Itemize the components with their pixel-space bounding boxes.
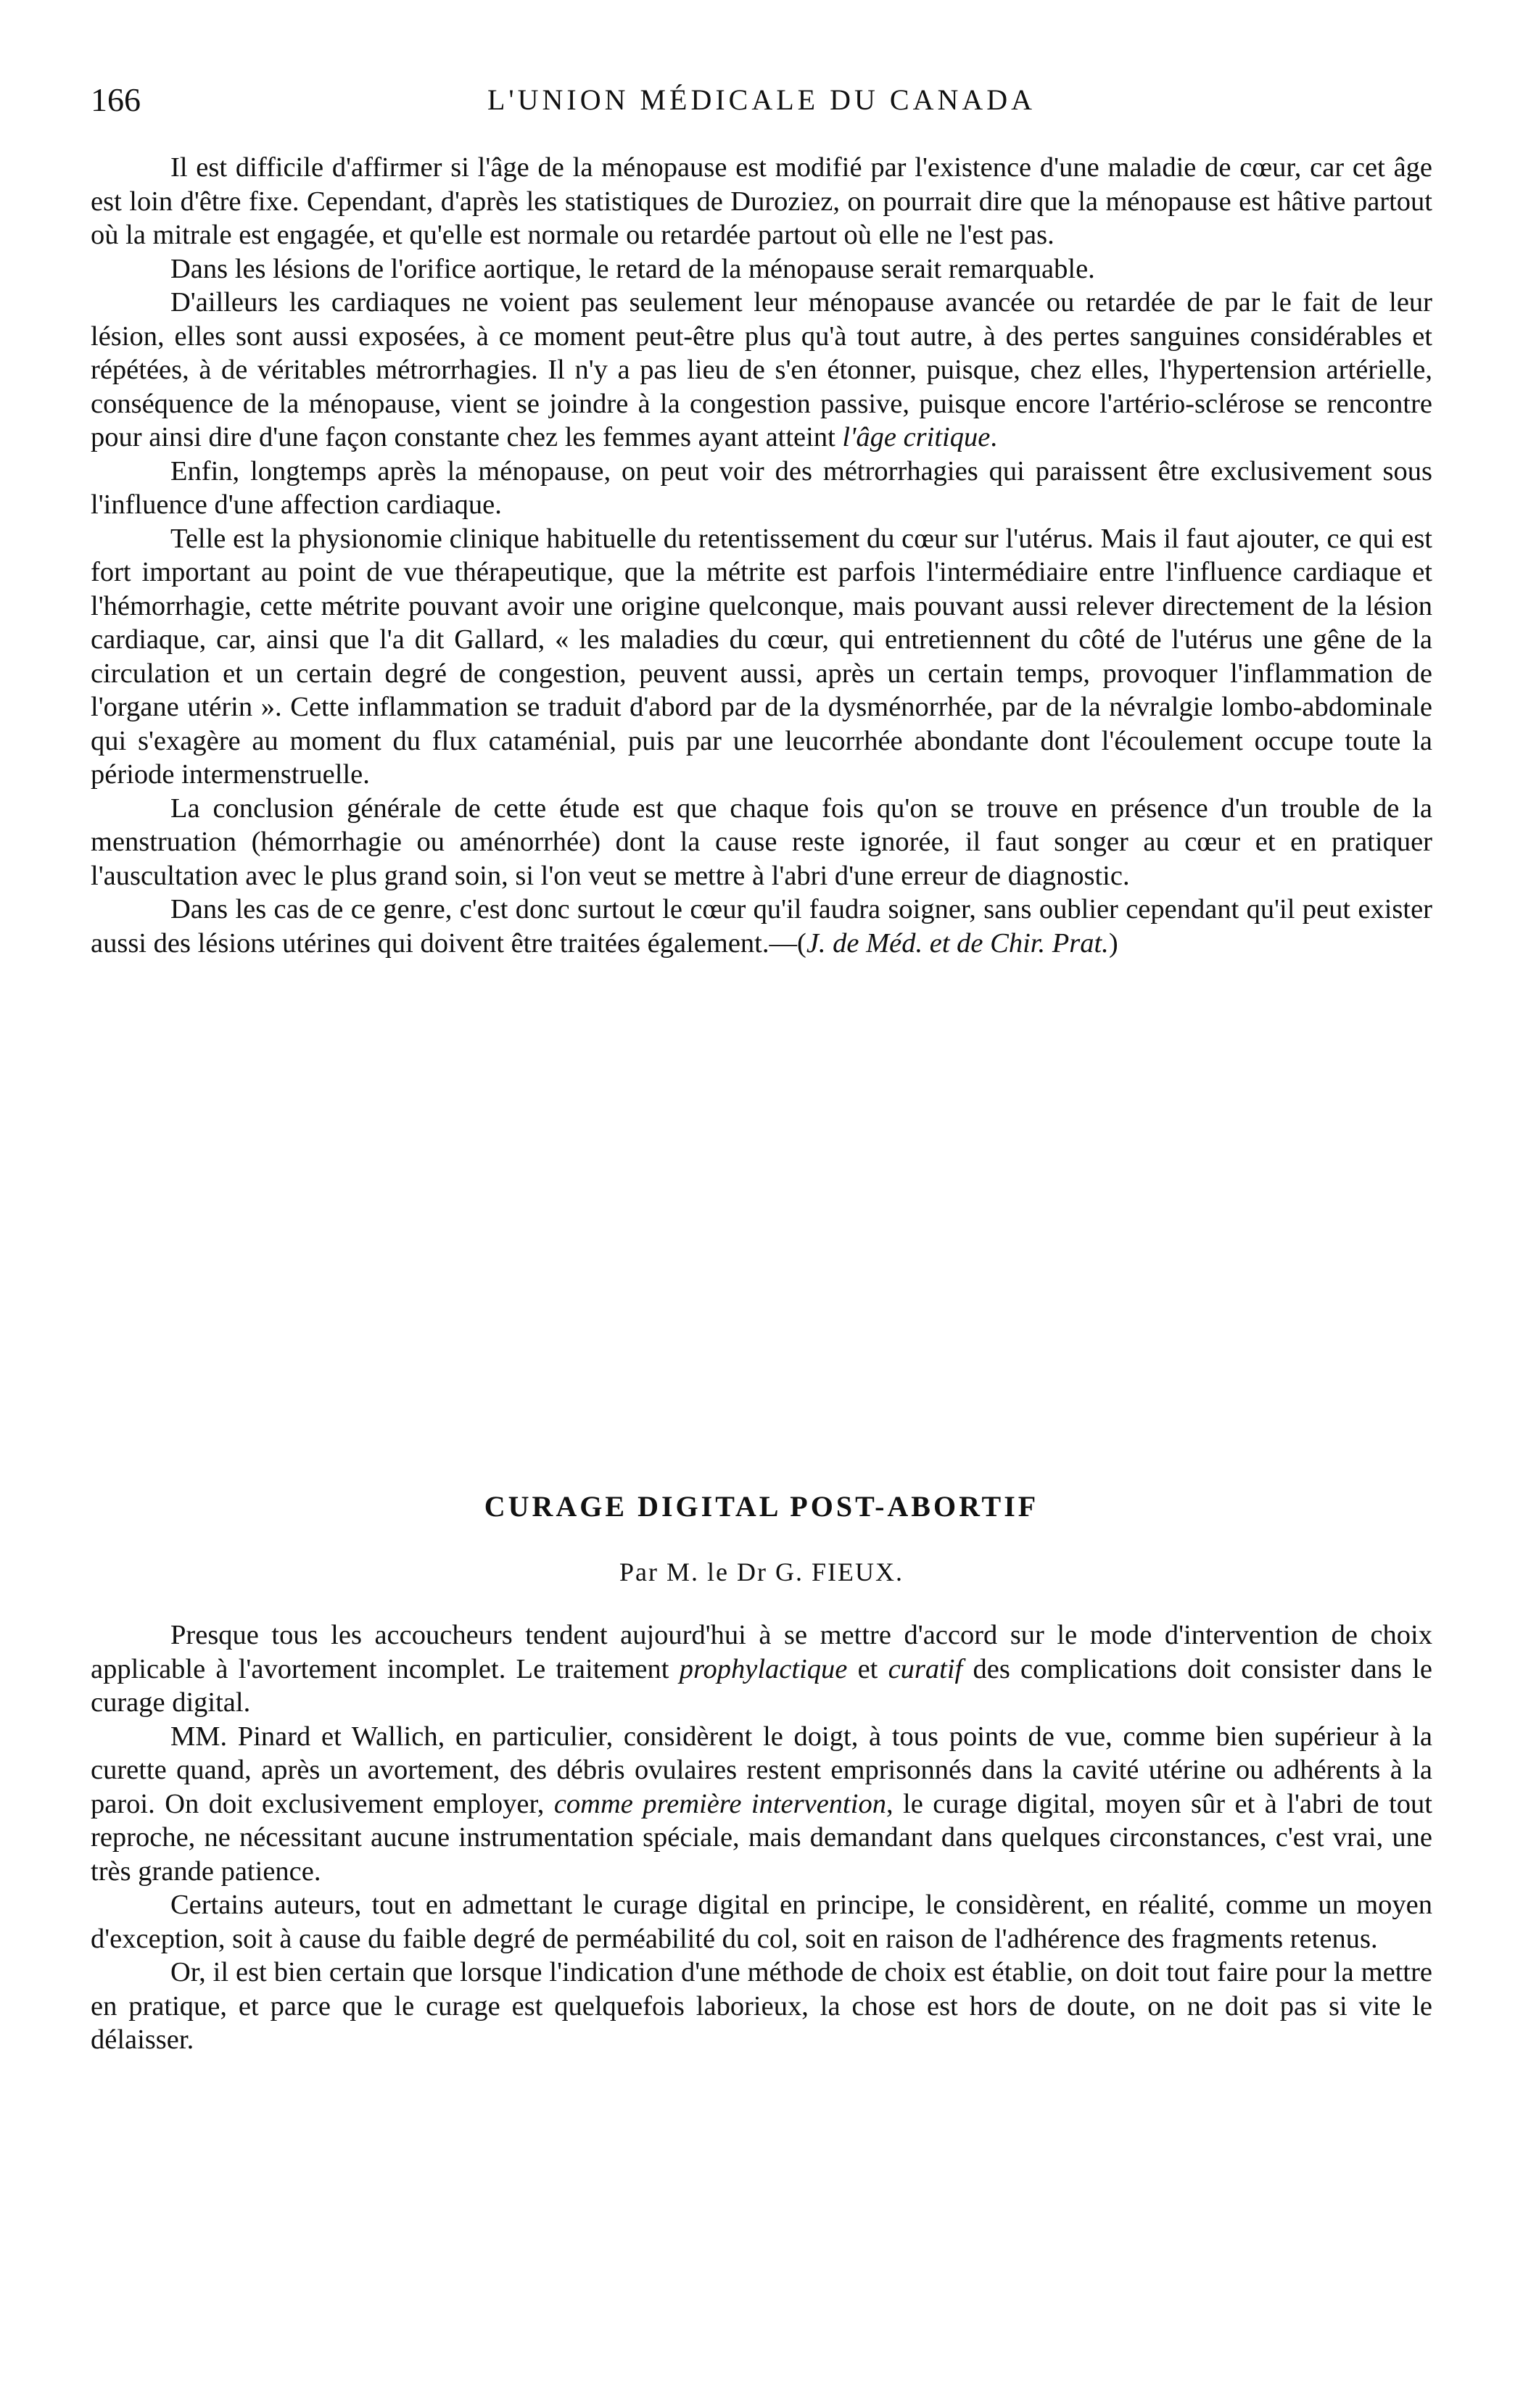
section-title: CURAGE DIGITAL POST-ABORTIF bbox=[484, 1490, 1039, 1523]
paragraph-text: . bbox=[990, 422, 997, 452]
paragraph-text: MM. Pinard et Wallich, en particulier, considèrent le doigt, à tous points de vue, comme bien supérieur à la curette quand, après un avortement, des débris ovulaires restent emprisonnés dans la cavité utérine ou adhérents à la paroi. On doit exclusivement employer, bbox=[91, 1721, 1432, 1819]
article-curage-digital bbox=[91, 1618, 1432, 2057]
paragraph bbox=[91, 1618, 1432, 1720]
paragraph-text: D'ailleurs les cardiaques ne voient pas seulement leur ménopause avancée ou retardée de par le fait de leur lésion, elles sont aussi exposées, à ce moment peut-être plus qu'à tout autre, à des pertes sanguines considérables et répétées, à de véritables métrorrhagies. Il n'y a pas lieu de s'en étonner, puisque, chez elles, l'hypertension artérielle, conséquence de la ménopause, vient se joindre à la congestion passive, puisque encore l'artério-sclérose se rencontre pour ainsi dire d'une façon constante chez les femmes ayant atteint bbox=[91, 287, 1432, 452]
paragraph: Dans les lésions de l'orifice aortique, le retard de la ménopause serait remarquable. bbox=[170, 253, 1095, 284]
paragraph-text: , le curage digital, moyen sûr et à l'abri de tout reproche, ne nécessitant aucune instrumentation spéciale, mais demandant dans quelques circonstances, c'est vrai, une très grande patience. bbox=[91, 1788, 1432, 1887]
paragraph-text: des complications doit consister dans le curage digital. bbox=[91, 1653, 1432, 1718]
paragraph: Enfin, longtemps après la ménopause, on peut voir des métrorrhagies qui paraissent être exclusivement sous l'influence d'une affection cardiaque. bbox=[91, 455, 1432, 520]
paragraph: La conclusion générale de cette étude est que chaque fois qu'on se trouve en présence d'un trouble de la menstruation (hémorrhagie ou aménorrhée) dont la cause reste ignorée, il faut songer au cœur et en pratiquer l'auscultation avec le plus grand soin, si l'on veut se mettre à l'abri d'une erreur de diagnostic. bbox=[91, 793, 1432, 891]
paragraph-text: Presque tous les accoucheurs tendent aujourd'hui à se mettre d'accord sur le mode d'intervention de choix applicable à l'avortement incomplet. Le traitement bbox=[91, 1620, 1432, 1684]
article-cardiac-menopause bbox=[91, 151, 1432, 960]
paragraph bbox=[91, 1720, 1432, 1889]
paragraph: Il est difficile d'affirmer si l'âge de la ménopause est modifié par l'existence d'une maladie de cœur, car cet âge est loin d'être fixe. Cependant, d'après les statistiques de Duroziez, on pourrait dire que la ménopause est hâtive partout où la mitrale est engagée, et qu'elle est normale ou retardée partout où elle ne l'est pas. bbox=[91, 152, 1432, 250]
paragraph: Certains auteurs, tout en admettant le curage digital en principe, le considèrent, en réalité, comme un moyen d'exception, soit à cause du faible degré de perméabilité du col, soit en raison de l'adhérence des fragments retenus. bbox=[91, 1890, 1432, 1954]
page-header bbox=[91, 78, 1432, 122]
paragraph-text: et bbox=[847, 1653, 888, 1684]
paragraph: Or, il est bien certain que lorsque l'indication d'une méthode de choix est établie, on doit tout faire pour la mettre en pratique, et parce que le curage est quelquefois laborieux, la chose est hors de doute, on ne doit pas si vite le délaisser. bbox=[91, 1957, 1432, 2055]
italic-phrase: l'âge critique bbox=[842, 422, 991, 452]
paragraph bbox=[91, 286, 1432, 455]
paragraph bbox=[91, 893, 1432, 960]
author-byline: Par M. le Dr G. FIEUX. bbox=[619, 1557, 904, 1586]
paragraph-text: ) bbox=[1108, 927, 1118, 959]
italic-term: curatif bbox=[888, 1653, 963, 1684]
running-title: L'UNION MÉDICALE DU CANADA bbox=[487, 83, 1036, 116]
paragraph-text: Dans les cas de ce genre, c'est donc surtout le cœur qu'il faudra soigner, sans oublier cependant qu'il peut exister aussi des lésions utérines qui doivent être traitées également.—( bbox=[91, 894, 1432, 959]
page-number: 166 bbox=[91, 81, 141, 118]
citation: J. de Méd. et de Chir. Prat. bbox=[806, 927, 1109, 959]
italic-term: prophylactique bbox=[679, 1653, 848, 1684]
paragraph: Telle est la physionomie clinique habituelle du retentissement du cœur sur l'utérus. Mais il faut ajouter, ce qui est fort important au point de vue thérapeutique, que la métrite est parfois l'intermédiaire entre l'influence cardiaque et l'hémorrhagie, cette métrite pouvant avoir une origine quelconque, mais pouvant aussi relever directement de la lésion cardiaque, car, ainsi que l'a dit Gallard, « les maladies du cœur, qui entretiennent du côté de l'utérus une gêne de la circulation et un certain degré de congestion, peuvent aussi, après un certain temps, provoquer l'inflammation de l'organe utérin ». Cette inflammation se traduit d'abord par de la dysménorrhée, par de la névralgie lombo-abdominale qui s'exagère au moment du flux cataménial, puis par une leucorrhée abondante dont l'écoulement occupe toute la période intermenstruelle. bbox=[91, 523, 1432, 790]
italic-phrase: comme première intervention bbox=[553, 1788, 886, 1819]
